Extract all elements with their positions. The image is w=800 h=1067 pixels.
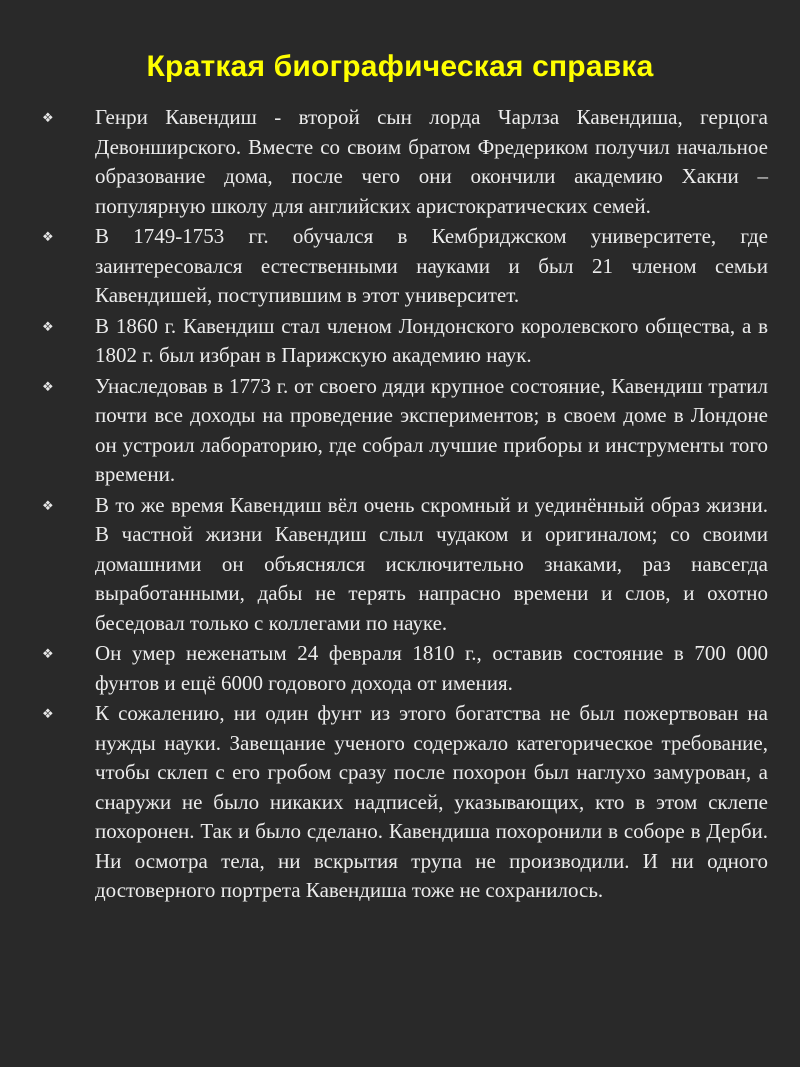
bullet-list: [42, 103, 768, 907]
diamond-bullet-icon: ❖: [42, 229, 54, 244]
slide-title: Краткая биографическая справка: [146, 50, 654, 83]
list-item: [42, 103, 768, 221]
diamond-bullet-icon: ❖: [42, 646, 54, 661]
list-item-text: В то же время Кавендиш вёл очень скромный и уединённый образ жизни. В частной жизни Кавендиш слыл чудаком и оригиналом; со своими домашними он объяснялся исключительно знаками, раз навсегда выработанными, дабы не терять напрасно времени и слов, и охотно беседовал только с коллегами по науке.: [95, 492, 768, 635]
list-item-text: Он умер неженатым 24 февраля 1810 г., оставив состояние в 700 000 фунтов и ещё 6000 годового дохода от имения.: [95, 641, 768, 695]
list-item: [42, 312, 768, 371]
list-item: [42, 491, 768, 639]
list-item: [42, 372, 768, 490]
diamond-bullet-icon: ❖: [42, 110, 54, 125]
list-item: [42, 639, 768, 698]
list-item: [42, 699, 768, 906]
list-item-text: К сожалению, ни один фунт из этого богатства не был пожертвован на нужды науки. Завещание ученого содержало категорическое требование, чтобы склеп с его гробом сразу после похорон был наглухо замурован, а снаружи не было никаких надписей, указывающих, кто в этом склепе похоронен. Так и было сделано. Кавендиша похоронили в соборе в Дерби. Ни осмотра тела, ни вскрытия трупа не производили. И ни одного достоверного портрета Кавендиша тоже не сохранилось.: [95, 701, 768, 902]
list-item-text: В 1749-1753 гг. обучался в Кембриджском университете, где заинтересовался естественными науками и был 21 членом семьи Кавендишей, поступившим в этот университет.: [95, 224, 768, 307]
list-item-text: Унаследовав в 1773 г. от своего дяди крупное состояние, Кавендиш тратил почти все доходы на проведение экспериментов; в своем доме в Лондоне он устроил лабораторию, где собрал лучшие приборы и инструменты того времени.: [95, 373, 768, 486]
list-item-text: Генри Кавендиш - второй сын лорда Чарлза Кавендиша, герцога Девонширского. Вместе со своим братом Фредериком получил начальное образование дома, после чего они окончили академию Хакни – популярную школу для английских аристократических семей.: [95, 105, 768, 218]
diamond-bullet-icon: ❖: [42, 706, 54, 721]
diamond-bullet-icon: ❖: [42, 497, 54, 513]
list-item-text: В 1860 г. Кавендиш стал членом Лондонского королевского общества, а в 1802 г. был избран в Парижскую академию наук.: [95, 313, 768, 367]
list-item: [42, 222, 768, 311]
diamond-bullet-icon: ❖: [42, 378, 54, 394]
diamond-bullet-icon: ❖: [42, 318, 54, 334]
